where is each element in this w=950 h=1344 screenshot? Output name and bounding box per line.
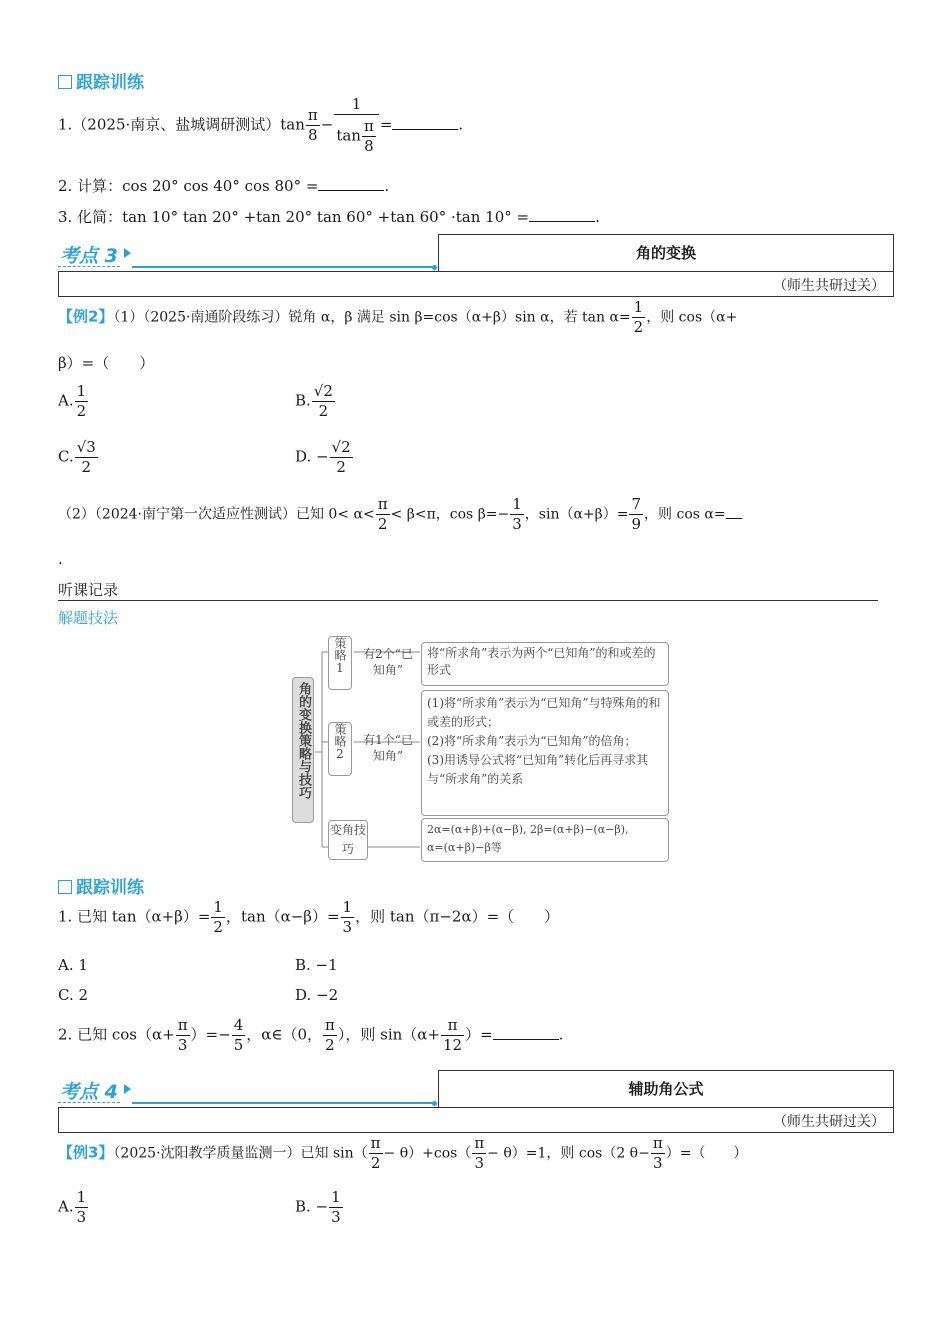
track-title-2: 跟踪训练 (58, 873, 144, 898)
diagram-root: 角的变换策略与技巧 (292, 677, 314, 823)
track2-q1: 1. 已知 tan（α+β）= $\frac{1}{2}$ ，tan（α−β）= $\frac{1}{3}$ ，则 tan（π−2α）=（ ） (58, 898, 560, 936)
ex2-part2: （2）（2024·南宁第一次适应性测试）已知 0< α< $\frac{\pi}{2}$ < β<π，cos β=− $\frac{1}{3}$ ，sin（α+β）= $\frac{7}{9}$ ，则 cos α= (58, 495, 742, 534)
kao4-label: 考点 4 (60, 1081, 118, 1103)
diagram-s1-condition: 有2个“已知角” (363, 647, 413, 677)
kao3-label: 考点 3 (60, 245, 118, 267)
dot-icon (432, 265, 437, 270)
track1-q2: 2. 计算：cos 20° cos 40° cos 80° = . (58, 177, 390, 195)
strategy-diagram (290, 632, 662, 864)
track2-option-b[interactable]: B. −1 (295, 956, 338, 974)
track2-option-c[interactable]: C. 2 (58, 986, 89, 1004)
arrow-icon (124, 248, 131, 258)
ex3-question: 【例3】（2025·沈阳教学质量监测一）已知 sin（ $\frac{\pi}{2}$ − θ）+cos（ $\frac{\pi}{3}$ − θ）=1，则 cos（2 θ− $\frac{\pi}{3}$ ）=（ ） (58, 1134, 748, 1172)
listen-record: 听课记录 (58, 579, 878, 601)
kao4-topic: 辅助角公式 (438, 1070, 894, 1108)
diagram-strategy-2: 策略2 (328, 722, 352, 776)
ex2-part1: 【例2】（1）（2025·南通阶段练习）锐角 α，β 满足 sin β=cos（α+β）sin α，若 tan α= $\frac{1}{2}$ ，则 cos（α+ (58, 298, 738, 336)
ex3-option-a[interactable]: A. $\frac{1}{3}$ (58, 1188, 87, 1226)
kao3-note-row: （师生共研过关） (58, 271, 894, 297)
kao3-topic: 角的变换 (438, 234, 894, 272)
ex3-option-b[interactable]: B. − $\frac{1}{3}$ (295, 1188, 341, 1226)
checkbox-icon (58, 880, 72, 894)
kao4-underline (132, 1102, 434, 1104)
ex2-line2: β）=（ ） (58, 354, 155, 372)
kao4-note-row: （师生共研过关） (58, 1107, 894, 1133)
answer-blank[interactable] (529, 207, 595, 222)
diagram-s1-text: 将“所求角”表示为两个“已知角”的和或差的形式 (421, 642, 669, 686)
track-title-1: 跟踪训练 (58, 68, 144, 93)
diagram-s3-text: 2α=(α+β)+(α−β), 2β=(α+β)−(α−β), α=(α+β)−β等 (421, 818, 669, 862)
track2-option-a[interactable]: A. 1 (58, 956, 88, 974)
diagram-s2-condition: 有1个“已知角” (363, 733, 413, 763)
arrow-icon (124, 1084, 131, 1094)
tips-title: 解题技法 (58, 609, 119, 627)
kao3-underline (132, 266, 434, 268)
diagram-technique: 变角技巧 (328, 820, 368, 860)
diagram-s2-text: (1)将“所求角”表示为“已知角”与特殊角的和或差的形式； (2)将“所求角”表示为“已知角”的倍角； (3)用诱导公式将“已知角”转化后再寻求其与“所求角”的关系 (421, 690, 669, 816)
dot-icon (432, 1101, 437, 1106)
track1-q1: 1.（2025·南京、盐城调研测试）tan $\frac{\pi}{8}$ − 1 tan $\frac{\pi}{8}$ = . (58, 95, 464, 155)
answer-blank[interactable] (318, 176, 384, 191)
ex2-option-a[interactable]: A. $\frac{1}{2}$ (58, 382, 87, 420)
answer-blank[interactable] (726, 504, 742, 519)
checkbox-icon (58, 75, 72, 89)
track2-option-d[interactable]: D. −2 (295, 986, 339, 1004)
ex2-option-d[interactable]: D. − $\frac{√2}{2}$ (295, 438, 351, 476)
ex2-option-c[interactable]: C. $\frac{√3}{2}$ (58, 438, 96, 476)
diagram-strategy-1: 策略1 (328, 636, 352, 690)
answer-blank[interactable] (493, 1025, 559, 1040)
track1-q3: 3. 化简：tan 10° tan 20° +tan 20° tan 60° +tan 60° ·tan 10° = . (58, 208, 600, 226)
ex2-option-b[interactable]: B. $\frac{√2}{2}$ (295, 382, 333, 420)
answer-blank[interactable] (392, 115, 458, 130)
track2-q2: 2. 已知 cos（α+ $\frac{\pi}{3}$ ）=− $\frac{4}{5}$ ，α∈（0， $\frac{\pi}{2}$ ），则 sin（α+ $\frac{\pi}{12}$ ）= . (58, 1016, 564, 1054)
